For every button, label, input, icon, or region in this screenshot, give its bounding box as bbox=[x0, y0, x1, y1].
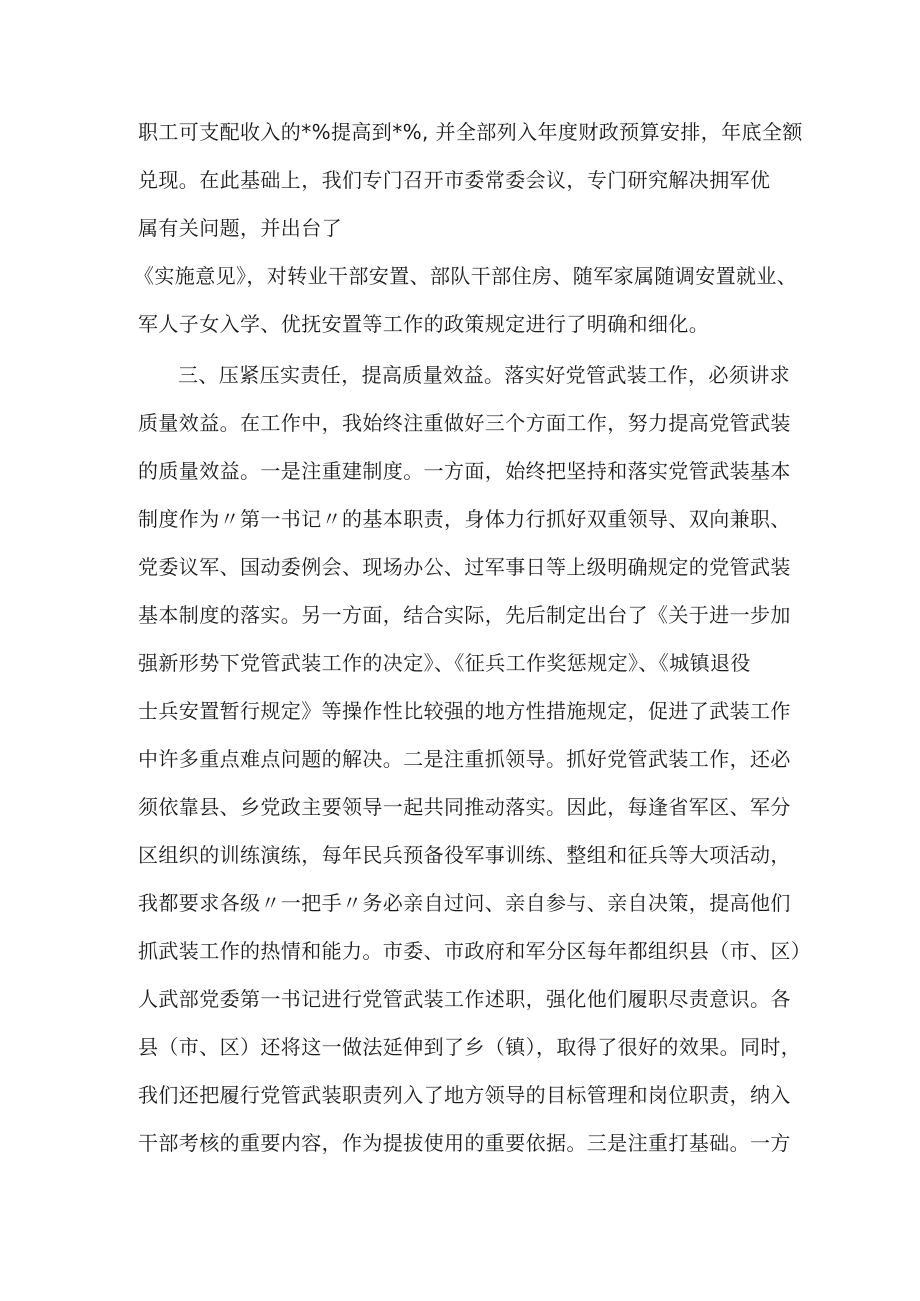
text-line-15: 须依靠县、乡党政主要领导一起共同推动落实。因此，每逢省军区、军分 bbox=[138, 795, 791, 819]
text-line-9: 制度作为〃第一书记〃的基本职责，身体力行抓好双重领导、双向兼职、 bbox=[138, 507, 791, 531]
text-line-4: 《实施意见》，对转业干部安置、部队干部住房、随军家属随调安置就业、 bbox=[134, 264, 798, 288]
text-line-16: 区组织的训练演练，每年民兵预备役军事训练、整组和征兵等大项活动， bbox=[138, 843, 791, 867]
text-line-12: 强新形势下党管武装工作的决定》、《征兵工作奖惩规定》、《城镇退役 bbox=[138, 651, 751, 675]
text-line-19: 人武部党委第一书记进行党管武装工作述职，强化他们履职尽责意识。各 bbox=[138, 987, 791, 1011]
text-line-2: 兑现。在此基础上，我们专门召开市委常委会议，专门研究解决拥军优 bbox=[138, 168, 771, 192]
text-line-3: 属有关问题，并出台了 bbox=[138, 216, 342, 240]
text-line-11: 基本制度的落实。另一方面，结合实际，先后制定出台了《关于进一步加 bbox=[138, 603, 791, 627]
text-line-18: 抓武装工作的热情和能力。市委、市政府和军分区每年都组织县（市、区） bbox=[138, 939, 812, 963]
text-line-17: 我都要求各级〃一把手〃务必亲自过问、亲自参与、亲自决策，提高他们 bbox=[138, 891, 791, 915]
text-line-1: 职工可支配收入的*%提高到*%, 并全部列入年度财政预算安排，年底全额 bbox=[138, 120, 803, 144]
text-line-20: 县（市、区）还将这一做法延伸到了乡（镇），取得了很好的效果。同时， bbox=[138, 1035, 802, 1059]
text-line-22: 干部考核的重要内容，作为提拔使用的重要依据。三是注重打基础。一方 bbox=[138, 1131, 791, 1155]
text-line-14: 中许多重点难点问题的解决。二是注重抓领导。抓好党管武装工作，还必 bbox=[138, 747, 791, 771]
text-line-21: 我们还把履行党管武装职责列入了地方领导的目标管理和岗位职责，纳入 bbox=[138, 1083, 791, 1107]
text-line-8: 的质量效益。一是注重建制度。一方面，始终把坚持和落实党管武装基本 bbox=[138, 459, 791, 483]
text-line-7: 质量效益。在工作中，我始终注重做好三个方面工作，努力提高党管武装 bbox=[138, 411, 791, 435]
text-line-13: 士兵安置暂行规定》等操作性比较强的地方性措施规定，促进了武装工作 bbox=[138, 699, 791, 723]
text-line-10: 党委议军、国动委例会、现场办公、过军事日等上级明确规定的党管武装 bbox=[138, 555, 791, 579]
text-line-5: 军人子女入学、优抚安置等工作的政策规定进行了明确和细化。 bbox=[138, 312, 710, 336]
text-line-6: 三、压紧压实责任，提高质量效益。落实好党管武装工作，必须讲求 bbox=[178, 363, 790, 387]
